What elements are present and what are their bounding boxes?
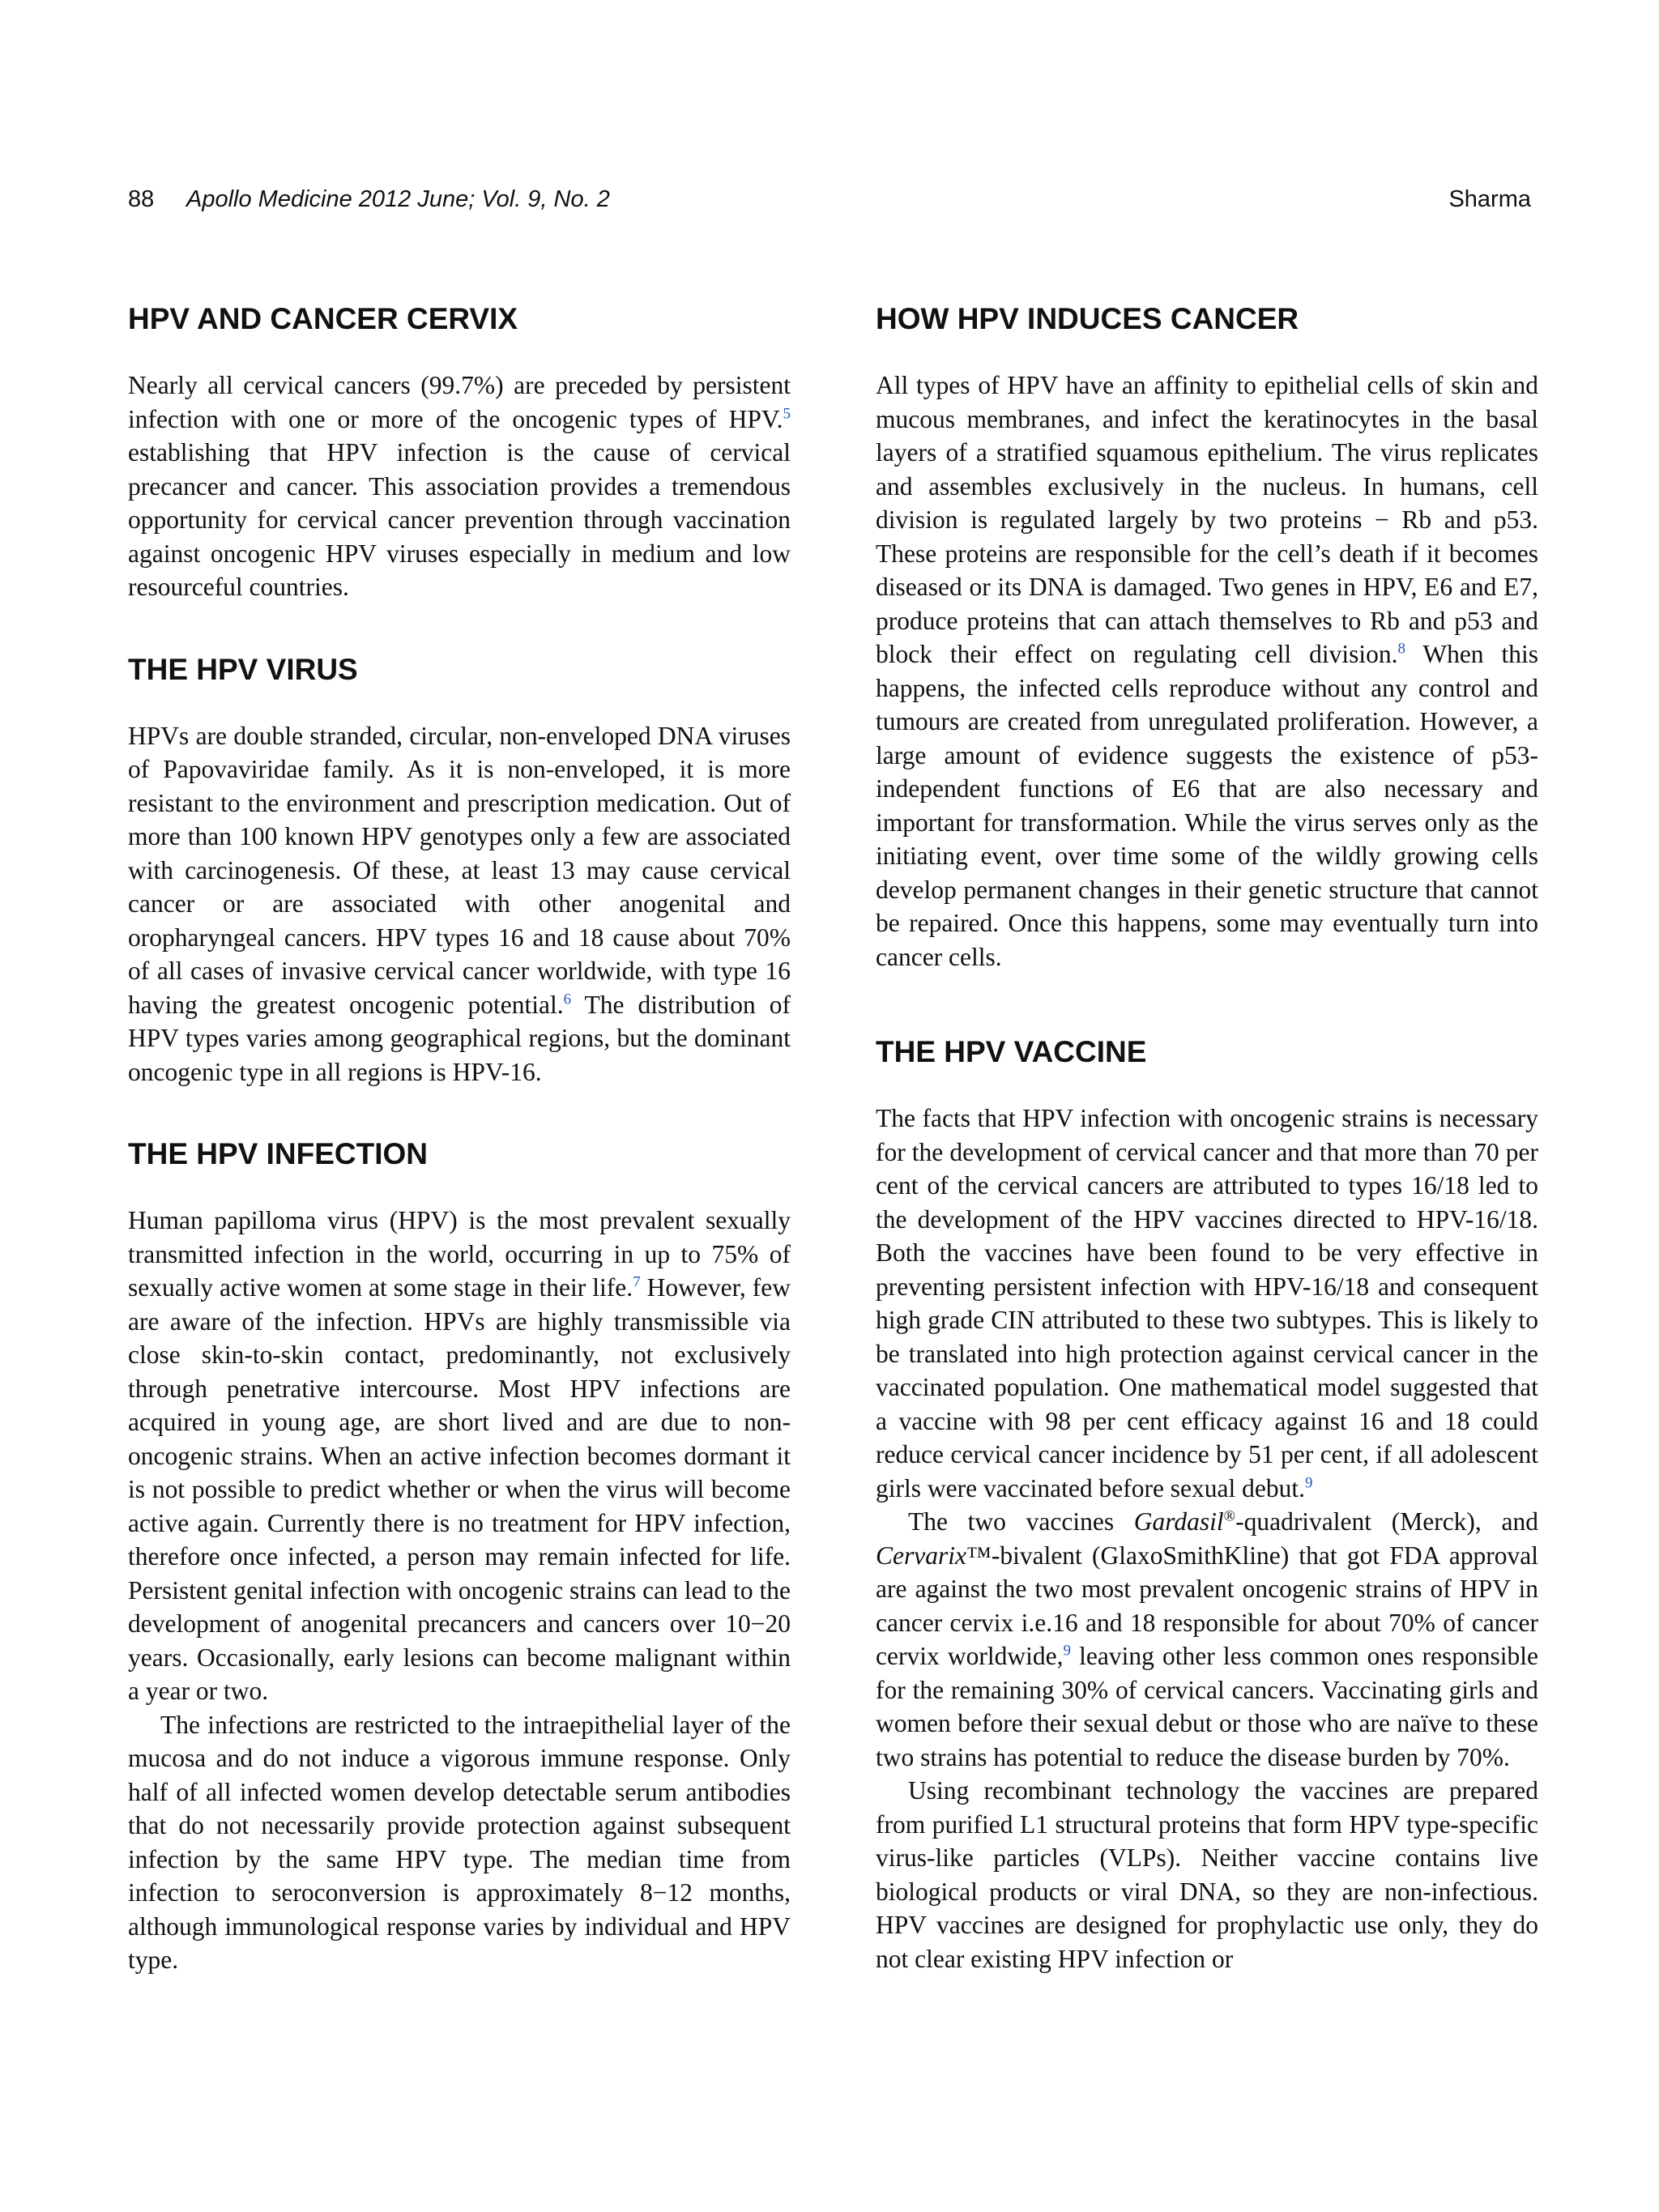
section-the-hpv-infection: [128, 1136, 791, 1977]
paragraph: [128, 719, 791, 1089]
paragraph: The infections are restricted to the intraepithelial layer of the mucosa and do not induce a vigorous immune response. Only half of all infected women develop detectable serum antibodies that do not necessarily provide protection against subsequent infection by the same HPV type. The median time from infection to seroconversion is approximately 8−12 months, although immunological response varies by individual and HPV type.: [128, 1710, 791, 1974]
paragraph-text: establishing that HPV infection is the cause of cervical precancer and cancer. This association provides a tremendous opportunity for cervical cancer prevention through vaccination against oncogenic HPV viruses especially in medium and low resourceful countries.: [128, 438, 791, 601]
section-heading: THE HPV INFECTION: [128, 1137, 429, 1170]
reference-citation[interactable]: 8: [1397, 640, 1405, 658]
paragraph-text: When this happens, the infected cells reproduce without any control and tumours are created from unregulated proliferation. However, a large amount of evidence suggests the existence of p53-independent functions of E6 that are also necessary and important for transformation. While the virus serves only as the initiating event, over time some of the wildly growing cells develop permanent changes in their genetic structure that cannot be repaired. Once this happens, some may eventually turn into cancer cells.: [876, 640, 1539, 971]
paragraph-text: HPVs are double stranded, circular, non-enveloped DNA viruses of Papovaviridae family. As it is non-enveloped, it is more resistant to the environment and prescription medication. Out of more than 100 known HPV genotypes only a few are associated with carcinogenesis. Of these, at least 13 may cause cervical cancer or are associated with other anogenital and oropharyngeal cancers. HPV types 16 and 18 cause about 70% of all cases of invasive cervical cancer worldwide, with type 16 having the greatest oncogenic potential.: [128, 721, 791, 1019]
paragraph-text: The facts that HPV infection with oncogenic strains is necessary for the development of cervical cancer and that more than 70 per cent of the cervical cancers are attributed to types 16/18 led to the development of the HPV vaccines directed to HPV-16/18. Both the vaccines have been found to be very effective in preventing persistent infection with HPV-16/18 and consequent high grade CIN attributed to these two subtypes. This is likely to be translated into high protection against cervical cancer in the vaccinated population. One mathematical model suggested that a vaccine with 98 per cent efficacy against 16 and 18 could reduce cervical cancer incidence by 51 per cent, if all adolescent girls were vaccinated before sexual debut.: [876, 1104, 1538, 1502]
paragraph: [876, 1102, 1538, 1505]
paragraph-text: However, few are aware of the infection. HPVs are highly transmissible via close skin-to-skin contact, predominantly, not exclusively through penetrative intercourse. Most HPV infections are acquired in young age, are short lived and are due to non-oncogenic strains. When an active infection becomes dormant it is not possible to predict whether or when the virus will become active again. Currently there is no treatment for HPV infection, therefore once infected, a person may remain infected for life. Persistent genital infection with oncogenic strains can lead to the development of anogenital precancers and cancers over 10−20 years. Occasionally, early lesions can become malignant within a year or two.: [128, 1273, 791, 1705]
journal-citation: Apollo Medicine 2012 June; Vol. 9, No. 2: [186, 186, 610, 212]
paragraph-text: Nearly all cervical cancers (99.7%) are preceded by persistent infection with one or more of the oncogenic types of HPV.: [128, 371, 791, 433]
paragraph-text: Human papilloma virus (HPV) is the most prevalent sexually transmitted infection in the world, occurring in up to 75% of sexually active women at some stage in their life.: [128, 1206, 791, 1302]
registered-mark: ®: [1223, 1507, 1236, 1525]
section-heading: HPV AND CANCER CERVIX: [128, 302, 518, 335]
paragraph-text: leaving other less common ones responsible for the remaining 30% of cervical cancers. Vaccinating girls and women before their sexual debut or those who are naïve to these two strains has potential to reduce the disease burden by 70%.: [876, 1642, 1538, 1771]
running-author: Sharma: [1448, 186, 1531, 212]
paragraph-text: The two vaccines: [908, 1507, 1134, 1536]
section-hpv-and-cancer-cervix: [128, 301, 791, 604]
reference-citation[interactable]: 5: [783, 405, 791, 422]
section-heading: THE HPV VIRUS: [128, 652, 358, 686]
paragraph-text: The distribution of HPV types varies among geographical regions, but the dominant oncogenic type in all regions is HPV-16.: [128, 990, 791, 1086]
reference-citation[interactable]: 9: [1305, 1474, 1313, 1491]
paragraph: Using recombinant technology the vaccines are prepared from purified L1 structural proteins that form HPV type-specific virus-like particles (VLPs). Neither vaccine contains live biological products or viral DNA, so they are non-infectious. HPV vaccines are designed for prophylactic use only, they do not clear existing HPV infection or: [876, 1776, 1538, 1973]
right-column: [876, 301, 1538, 2023]
reference-citation[interactable]: 7: [633, 1273, 641, 1291]
paragraph: [128, 369, 791, 604]
paragraph-text: ™-bivalent (GlaxoSmithKline) that got FDA approval are against the two most prevalent oncogenic strains of HPV in cancer cervix i.e.16 and 18 responsible for about 70% of cancer cervix worldwide,: [876, 1541, 1538, 1670]
paragraph: [876, 1505, 1538, 1774]
section-the-hpv-vaccine: [876, 1034, 1538, 1975]
running-header: [128, 183, 1531, 215]
vaccine-name-gardasil: Gardasil: [1133, 1507, 1224, 1536]
left-column: [128, 301, 791, 2025]
paragraph: [876, 369, 1538, 974]
section-how-hpv-induces-cancer: [876, 301, 1538, 974]
reference-citation[interactable]: 9: [1063, 1642, 1071, 1660]
vaccine-name-cervarix: Cervarix: [876, 1541, 966, 1570]
reference-citation[interactable]: 6: [563, 991, 572, 1008]
section-the-hpv-virus: [128, 652, 791, 1089]
paragraph-text: -quadrivalent (Merck), and: [1235, 1507, 1538, 1536]
paragraph: [128, 1204, 791, 1708]
section-heading: THE HPV VACCINE: [876, 1035, 1147, 1068]
page-number: 88: [128, 186, 155, 212]
paragraph-text: All types of HPV have an affinity to epithelial cells of skin and mucous membranes, and infect the keratinocytes in the basal layers of a stratified squamous epithelium. The virus replicates and assembles exclusively in the nucleus. In humans, cell division is regulated largely by two proteins − Rb and p53. These proteins are responsible for the cell’s death if it becomes diseased or its DNA is damaged. Two genes in HPV, E6 and E7, produce proteins that can attach themselves to Rb and p53 and block their effect on regulating cell division.: [876, 371, 1538, 668]
section-heading: HOW HPV INDUCES CANCER: [876, 302, 1299, 335]
